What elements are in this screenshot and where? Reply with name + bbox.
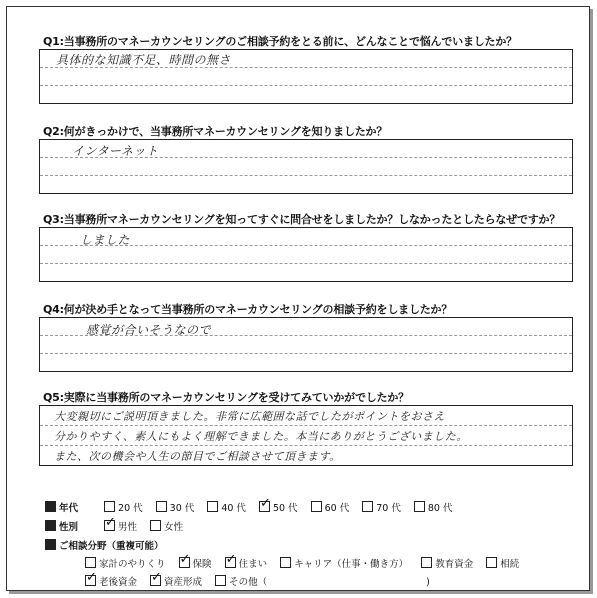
- checkbox[interactable]: [104, 501, 115, 512]
- handwritten-answer: 具体的な知識不足、時間の無さ: [56, 53, 232, 67]
- question-1-label: Q1:当事務所のマネーカウンセリングのご相談予約をとる前に、どんなことで悩んでいましたか？: [43, 35, 517, 48]
- question-5-label: Q5:実際に当事務所のマネーカウンセリングを受けてみていかがでしたか？: [43, 391, 409, 404]
- handwritten-answer: 分かりやすく、素人にもよく理解できました。本当にありがとうございました。: [54, 430, 468, 443]
- category-options-row-2: [85, 574, 430, 588]
- age-option-40[interactable]: 40 代: [207, 500, 246, 514]
- answer-line: [40, 354, 572, 371]
- answer-line: [40, 426, 572, 446]
- age-option-30[interactable]: 30 代: [156, 500, 195, 514]
- category-option-inheritance[interactable]: 相続: [486, 556, 519, 570]
- checkbox-checked[interactable]: [85, 575, 96, 586]
- checkbox[interactable]: [421, 557, 432, 568]
- checkbox-checked[interactable]: [179, 557, 190, 568]
- handwritten-answer: また、次の機会や人生の節目でご相談させて頂きます。: [54, 450, 341, 463]
- gender-row: [45, 519, 193, 533]
- age-option-70[interactable]: 70 代: [362, 500, 401, 514]
- answer-line: [40, 446, 572, 465]
- answer-line: [40, 336, 572, 354]
- handwritten-answer: 感覚が合いそうなので: [86, 323, 212, 337]
- checkbox-checked[interactable]: [259, 501, 270, 512]
- checkbox[interactable]: [486, 557, 497, 568]
- gender-option-male[interactable]: ✓ 男性: [104, 519, 137, 533]
- checkbox[interactable]: [414, 501, 425, 512]
- category-option-other[interactable]: その他（: [215, 574, 267, 588]
- gender-option-female[interactable]: 女性: [150, 519, 183, 533]
- answer-line: [40, 318, 572, 336]
- age-option-20[interactable]: 20 代: [104, 500, 143, 514]
- category-options-row-1: [85, 556, 529, 570]
- answer-box-1: [39, 49, 573, 104]
- checkbox[interactable]: [311, 501, 322, 512]
- age-row: [45, 500, 462, 514]
- section-marker-icon: [45, 539, 56, 550]
- answer-box-2: [39, 139, 573, 194]
- checkbox-checked[interactable]: [150, 575, 161, 586]
- other-close-paren: ): [426, 577, 430, 588]
- answer-line: [40, 246, 572, 264]
- answer-box-3: [39, 227, 573, 282]
- section-marker-icon: [45, 520, 56, 531]
- age-option-50[interactable]: ✓ 50 代: [259, 500, 298, 514]
- checkbox[interactable]: [215, 575, 226, 586]
- category-option-household[interactable]: 家計のやりくり: [85, 556, 166, 570]
- section-marker-icon: [45, 501, 56, 512]
- answer-line: [40, 86, 572, 103]
- age-option-60[interactable]: 60 代: [311, 500, 350, 514]
- answer-line: [40, 50, 572, 68]
- checkbox-checked[interactable]: [225, 557, 236, 568]
- answer-line: [40, 406, 572, 426]
- answer-line: [40, 68, 572, 86]
- category-option-education[interactable]: 教育資金: [421, 556, 473, 570]
- checkbox[interactable]: [150, 520, 161, 531]
- category-option-insurance[interactable]: ✓ 保険: [179, 556, 212, 570]
- handwritten-answer: しました: [80, 233, 131, 247]
- answer-line: [40, 176, 572, 193]
- category-row: [45, 538, 164, 552]
- category-option-career[interactable]: キャリア（仕事・働き方）: [280, 556, 408, 570]
- age-label: 年代: [59, 503, 79, 514]
- category-option-retirement[interactable]: ✓老後資金: [85, 574, 137, 588]
- category-option-asset-building[interactable]: ✓ 資産形成: [150, 574, 202, 588]
- answer-box-5: [39, 405, 573, 466]
- checkbox[interactable]: [156, 501, 167, 512]
- answer-line: [40, 140, 572, 158]
- checkbox[interactable]: [85, 557, 96, 568]
- question-4-label: Q4:何が決め手となって当事務所のマネーカウンセリングの相談予約をしましたか？: [43, 303, 453, 316]
- gender-label: 性別: [59, 522, 79, 533]
- category-label: ご相談分野（重複可能）: [59, 541, 164, 552]
- checkbox[interactable]: [207, 501, 218, 512]
- checkbox[interactable]: [362, 501, 373, 512]
- answer-line: [40, 158, 572, 176]
- checkbox-checked[interactable]: [104, 520, 115, 531]
- category-option-housing[interactable]: ✓ 住まい: [225, 556, 268, 570]
- question-2-label: Q2:何がきっかけで、当事務所マネーカウンセリングを知りましたか？: [43, 125, 388, 138]
- question-3-label: Q3:当事務所マネーカウンセリングを知ってすぐに問合せをしましたか？しなかったとしたらなぜですか？: [43, 213, 561, 226]
- age-option-80[interactable]: 80 代: [414, 500, 453, 514]
- answer-box-4: [39, 317, 573, 372]
- handwritten-answer: インターネット: [72, 144, 159, 158]
- handwritten-answer: 大変親切にご説明頂きました。非常に広範囲な話でしたがポイントをおさえ: [54, 410, 445, 423]
- checkbox[interactable]: [280, 557, 291, 568]
- answer-line: [40, 228, 572, 246]
- survey-sheet: [6, 6, 590, 591]
- answer-line: [40, 264, 572, 281]
